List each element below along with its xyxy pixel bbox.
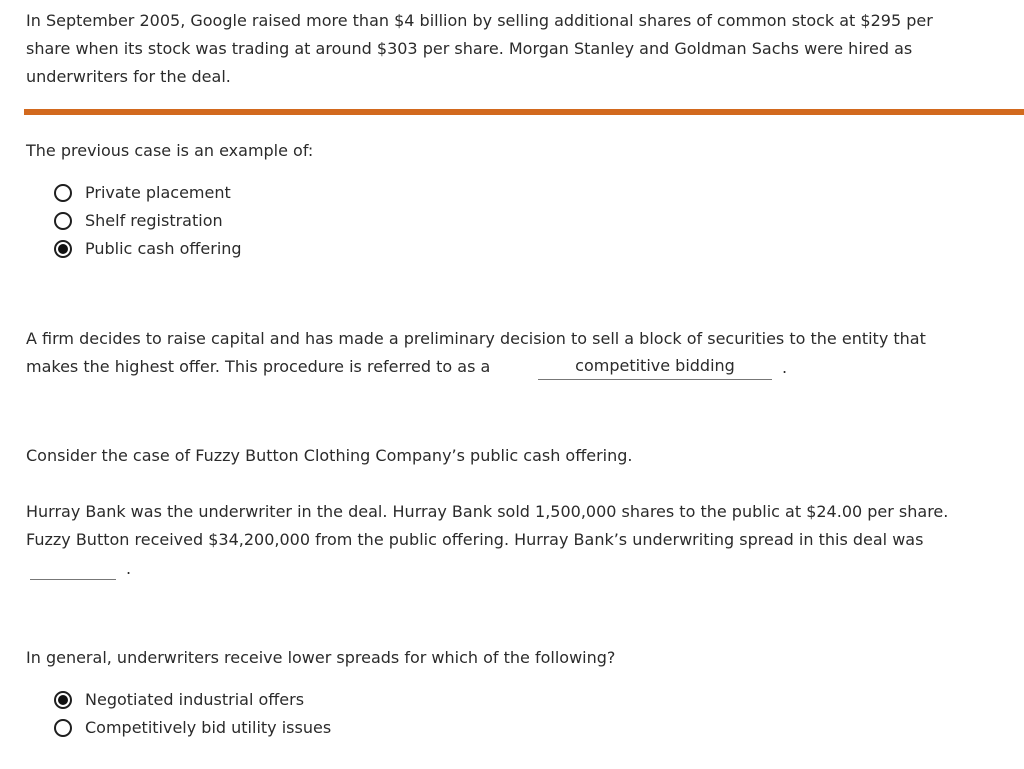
option-label: Public cash offering — [85, 239, 242, 258]
option-shelf-registration[interactable] — [54, 209, 223, 233]
option-label: Negotiated industrial offers — [85, 690, 305, 709]
question3-context: Consider the case of Fuzzy Button Clothing Company’s public cash offering. — [26, 446, 633, 465]
question3-period: . — [126, 559, 132, 578]
question2-line-1: A firm decides to raise capital and has made a preliminary decision to sell a block of securities to the entity that — [26, 329, 926, 348]
section-divider — [24, 109, 1024, 115]
option-label: Private placement — [85, 183, 231, 202]
question2-period: . — [782, 358, 788, 377]
question1-prompt: The previous case is an example of: — [26, 141, 314, 160]
radio-shelf-registration[interactable] — [54, 212, 72, 230]
question2-line-2: makes the highest offer. This procedure is referred to as a — [26, 357, 491, 376]
intro-line-1: In September 2005, Google raised more than $4 billion by selling additional shares of common stock at $295 per — [26, 11, 933, 30]
option-negotiated-industrial[interactable] — [54, 688, 304, 712]
radio-private-placement[interactable] — [54, 184, 72, 202]
question4-prompt: In general, underwriters receive lower spreads for which of the following? — [26, 648, 616, 667]
option-private-placement[interactable] — [54, 181, 231, 205]
intro-line-2: share when its stock was trading at around $303 per share. Morgan Stanley and Goldman Sachs were hired as — [26, 39, 913, 58]
radio-selected-dot — [58, 695, 68, 705]
option-public-cash-offering[interactable] — [54, 237, 242, 261]
question3-line-2: Fuzzy Button received $34,200,000 from the public offering. Hurray Bank’s underwriting spread in this deal was — [26, 530, 924, 549]
option-label: Shelf registration — [85, 211, 223, 230]
question3-line-1: Hurray Bank was the underwriter in the deal. Hurray Bank sold 1,500,000 shares to the public at $24.00 per share. — [26, 502, 949, 521]
radio-public-cash-offering[interactable] — [54, 240, 72, 258]
answer-dropdown-bidding[interactable]: competitive bidding — [538, 353, 772, 380]
intro-line-3: underwriters for the deal. — [26, 67, 231, 86]
radio-negotiated-industrial[interactable] — [54, 691, 72, 709]
option-competitively-bid-utility[interactable] — [54, 716, 331, 740]
radio-competitively-bid-utility[interactable] — [54, 719, 72, 737]
answer-dropdown-spread[interactable] — [30, 555, 116, 580]
option-label: Competitively bid utility issues — [85, 718, 332, 737]
radio-selected-dot — [58, 244, 68, 254]
